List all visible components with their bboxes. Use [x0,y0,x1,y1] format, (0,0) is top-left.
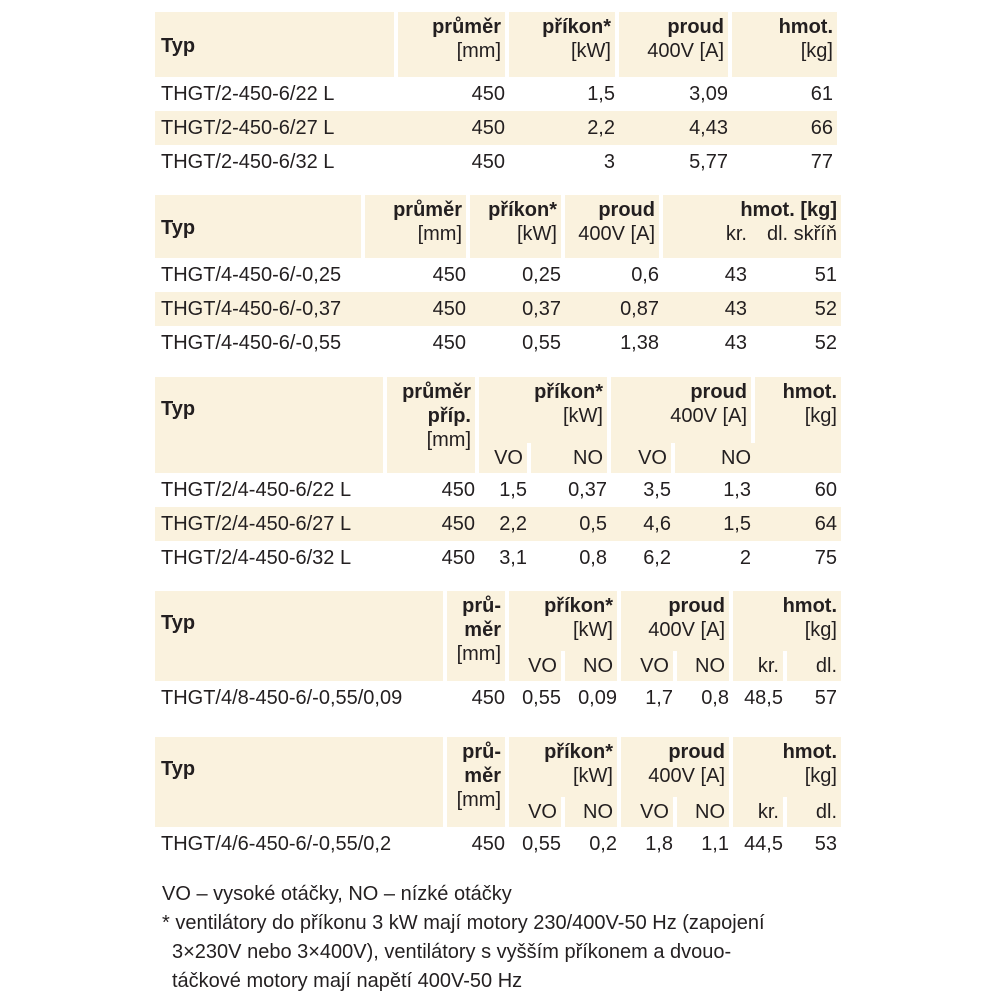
cell-proud-no: 2 [739,547,751,569]
table-header [155,737,841,797]
header-proud: proud 400V [A] [621,591,733,651]
cell-proud: 3,09 [689,83,728,105]
cell-prikon: 3 [603,151,615,173]
header-hmot-kr: kr. [725,223,747,245]
cell-proud-no: 1,5 [675,507,755,541]
cell-proud: 0,87 [565,292,663,326]
cell-proud-vo: 6,2 [643,547,671,569]
header-prikon: příkon* [kW] [470,195,565,258]
cell-typ: THGT/2/4-450-6/27 L [155,507,387,541]
subheader-vo: VO [479,443,531,473]
header-hmot: hmot. [kg] [755,377,841,473]
cell-typ: THGT/4/6-450-6/-0,55/0,2 [161,833,392,855]
table-5 [155,737,841,861]
header-prikon: příkon* [kW] [509,737,621,797]
cell-hmot-kr: 43 [724,264,747,286]
cell-prikon: 0,25 [522,264,561,286]
header-proud: proud 400V [A] [565,195,663,258]
cell-hmot: 61 [810,83,833,105]
cell-prumer: 450 [441,547,475,569]
table-header [155,195,841,258]
header-typ: Typ [155,591,447,681]
subheader-vo: VO [611,443,675,473]
cell-prikon-no: 0,2 [589,833,617,855]
subheader-vo: VO [509,797,565,827]
cell-typ: THGT/2-450-6/32 L [161,151,335,173]
cell-typ: THGT/4/8-450-6/-0,55/0,09 [161,687,403,709]
cell-proud: 5,77 [689,151,728,173]
cell-hmot: 77 [810,151,833,173]
cell-proud: 1,38 [620,332,659,354]
table-header [155,591,841,651]
cell-prumer: 450 [471,151,505,173]
cell-typ: THGT/2/4-450-6/32 L [161,547,352,569]
table-header [155,377,841,443]
subheader-no: NO [565,797,621,827]
subheader-no: NO [677,797,733,827]
cell-hmot-kr: 43 [724,332,747,354]
table-row [155,145,837,179]
subheader-dl: dl. [787,651,841,681]
cell-prikon-no: 0,37 [568,479,607,501]
table-row [155,111,837,145]
cell-prikon-no: 0,5 [531,507,611,541]
subheader-kr: kr. [733,651,787,681]
cell-hmot: 60 [814,479,837,501]
cell-hmot-dl: 57 [814,687,837,709]
header-prumer: průměr [mm] [398,12,509,77]
subheader-kr: kr. [733,797,787,827]
header-prumer: průměr [mm] [365,195,470,258]
cell-typ: THGT/4-450-6/-0,25 [161,264,342,286]
header-hmot: hmot. [kg] [732,12,837,77]
subheader-vo: VO [509,651,565,681]
note-motors: * ventilátory do příkonu 3 kW mají motory 230/400V-50 Hz (zapojení [162,912,765,934]
table-header [155,12,837,77]
cell-hmot-dl: 52 [814,332,837,354]
note-motors-cont: 3×230V nebo 3×400V), ventilátory s vyšším příkonem a dvouo- [172,941,732,963]
cell-proud-vo: 1,8 [645,833,673,855]
cell-prikon-vo: 2,2 [479,507,531,541]
header-prikon: příkon* [kW] [479,377,611,443]
header-proud: proud 400V [A] [621,737,733,797]
cell-prikon-vo: 0,55 [522,687,561,709]
header-proud: proud 400V [A] [619,12,732,77]
subheader-no: NO [675,443,755,473]
cell-hmot: 66 [732,111,837,145]
cell-proud-vo: 3,5 [643,479,671,501]
table-row [155,681,841,715]
header-hmot: hmot. [kg] [733,591,841,651]
table-3 [155,377,841,575]
table-row [155,292,841,326]
cell-prumer: 450 [365,292,470,326]
cell-hmot-dl: 52 [751,292,841,326]
table-row [155,541,841,575]
cell-prumer: 450 [471,833,505,855]
header-hmot: hmot. [kg] [733,737,841,797]
header-hmot: hmot. [kg] kr. dl. skříň [663,195,841,258]
table-4 [155,591,841,715]
cell-prikon-vo: 1,5 [499,479,527,501]
note-motors-cont: táčkové motory mají napětí 400V-50 Hz [172,970,523,992]
note-abbreviations: VO – vysoké otáčky, NO – nízké otáčky [162,883,512,905]
cell-prikon-no: 0,09 [578,687,617,709]
header-prikon: příkon* [kW] [509,12,619,77]
header-typ: Typ [155,377,387,473]
header-typ: Typ [155,737,447,827]
cell-prikon-no: 0,8 [579,547,607,569]
cell-typ: THGT/2-450-6/22 L [161,83,335,105]
table-row [155,326,841,360]
subheader-no: NO [565,651,621,681]
cell-hmot-dl: 53 [814,833,837,855]
cell-typ: THGT/4-450-6/-0,55 [161,332,342,354]
cell-prikon: 2,2 [509,111,619,145]
cell-hmot-kr: 48,5 [744,687,783,709]
header-hmot-dl: dl. skříň [766,223,837,245]
table-row [155,258,841,292]
table-row [155,77,837,111]
table-row [155,827,841,861]
cell-prumer: 450 [471,687,505,709]
cell-proud-no: 1,1 [701,833,729,855]
cell-typ: THGT/4-450-6/-0,37 [155,292,365,326]
cell-hmot: 64 [755,507,841,541]
cell-proud-vo: 4,6 [611,507,675,541]
cell-hmot: 75 [814,547,837,569]
cell-proud-no: 0,8 [701,687,729,709]
header-proud: proud 400V [A] [611,377,755,443]
table-2 [155,195,841,360]
table-row [155,507,841,541]
header-typ: Typ [155,195,365,258]
subheader-no: NO [531,443,611,473]
cell-prikon: 0,55 [522,332,561,354]
cell-hmot-kr: 43 [663,292,751,326]
cell-prumer: 450 [387,507,479,541]
cell-prikon: 1,5 [587,83,615,105]
cell-prumer: 450 [441,479,475,501]
header-prumer: průměr příp. [mm] [387,377,479,473]
footnotes [162,880,852,996]
subheader-no: NO [677,651,733,681]
header-prumer: prů- měr [mm] [447,737,509,827]
cell-hmot-dl: 51 [814,264,837,286]
cell-prumer: 450 [432,332,466,354]
cell-proud: 4,43 [619,111,732,145]
cell-prumer: 450 [432,264,466,286]
cell-prumer: 450 [471,83,505,105]
cell-typ: THGT/2/4-450-6/22 L [161,479,352,501]
cell-prikon-vo: 3,1 [499,547,527,569]
cell-proud: 0,6 [631,264,659,286]
header-prumer: prů- měr [mm] [447,591,509,681]
subheader-dl: dl. [787,797,841,827]
table-1 [155,12,837,179]
table-row [155,473,841,507]
header-prikon: příkon* [kW] [509,591,621,651]
cell-proud-no: 1,3 [723,479,751,501]
cell-proud-vo: 1,7 [645,687,673,709]
subheader-vo: VO [621,797,677,827]
cell-typ: THGT/2-450-6/27 L [155,111,398,145]
cell-hmot-kr: 44,5 [744,833,783,855]
cell-prumer: 450 [398,111,509,145]
cell-prikon-vo: 0,55 [522,833,561,855]
cell-prikon: 0,37 [470,292,565,326]
header-typ: Typ [155,12,398,77]
subheader-vo: VO [621,651,677,681]
